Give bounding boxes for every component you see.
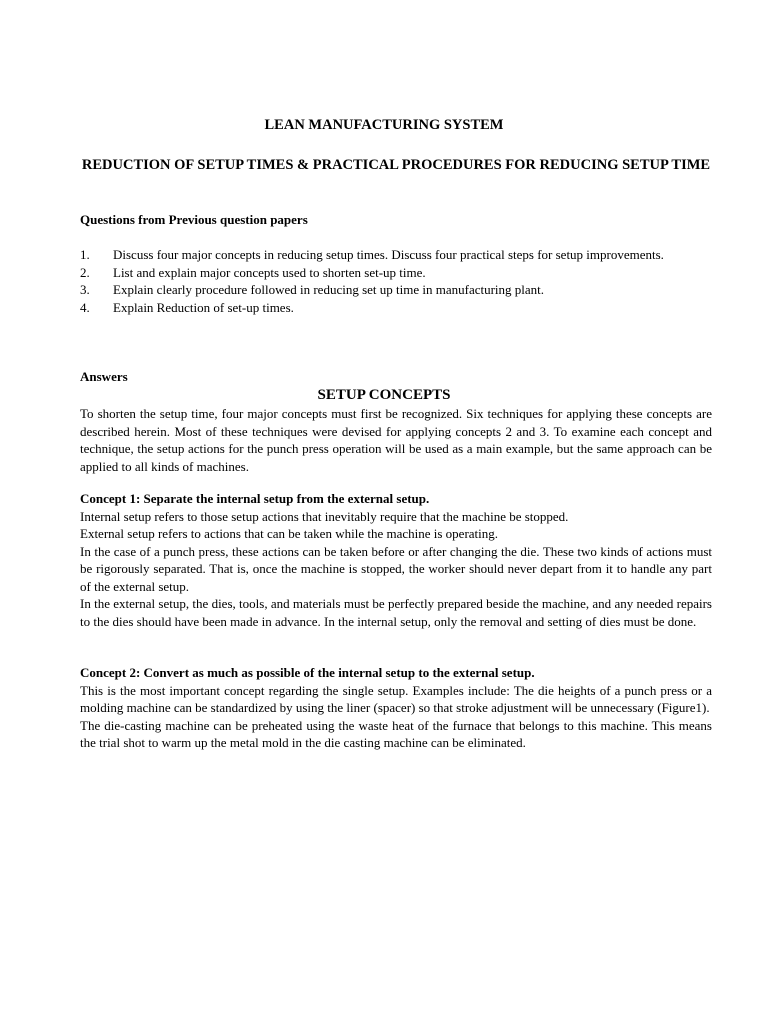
question-text: Explain Reduction of set-up times. [113,299,294,315]
question-text: Explain clearly procedure followed in reducing set up time in manufacturing plant. [113,282,545,297]
section-heading: SETUP CONCEPTS [317,387,451,403]
concept1-block [80,490,712,630]
concept2-block [80,664,712,752]
document-subtitle: REDUCTION OF SETUP TIMES & PRACTICAL PROCEDURES FOR REDUCING SETUP TIME [81,157,711,173]
question-number: 3. [80,282,90,297]
answers-heading: Answers [80,369,128,384]
intro-block [80,405,712,475]
question-item [80,246,712,264]
question-item [80,264,712,282]
question-number: 2. [80,264,90,280]
question-text: Discuss four major concepts in reducing setup times. Discuss four practical steps for setup improvements. [113,247,664,262]
concept1-paragraph: Internal setup refers to those setup actions that inevitably require that the machine be stopped. [80,508,569,524]
concept2-paragraph: The die-casting machine can be preheated using the waste heat of the furnace that belongs to this machine. This means the trial shot to warm up the metal mold in the die casting machine can be eliminated. [80,717,712,750]
concept1-paragraph: In the external setup, the dies, tools, and materials must be perfectly prepared beside the machine, and any needed repairs to the dies should have been made in advance. In the internal setup, only the removal and setting of dies must be done. [80,596,712,629]
questions-heading: Questions from Previous question papers [80,212,308,227]
concept1-paragraph: External setup refers to actions that can be taken while the machine is operating. [80,526,499,541]
question-item [80,281,712,299]
question-number: 1. [80,247,90,262]
concept2-heading: Concept 2: Convert as much as possible of the internal setup to the external setup. [80,665,535,680]
question-list [80,246,712,316]
question-number: 4. [80,299,90,315]
intro-paragraph: To shorten the setup time, four major concepts must first be recognized. Six techniques for applying these concepts are described herein. Most of these techniques were devised for applying concepts 2 and 3. To examine each concept and technique, the setup actions for the punch press operation will be used as a main example, but the same approach can be applied to all kinds of machines. [80,406,712,474]
concept1-paragraph: In the case of a punch press, these actions can be taken before or after changing the die. These two kinds of actions must be rigorously separated. That is, once the machine is stopped, the worker should never depart from it to handle any part of the external setup. [80,543,712,594]
question-item [80,299,712,317]
concept2-paragraph: This is the most important concept regarding the single setup. Examples include: The die heights of a punch press or a molding machine can be standardized by using the liner (spacer) so that stroke adjustment will be unnecessary (Figure1). [80,682,712,715]
question-text: List and explain major concepts used to shorten set-up time. [113,264,426,280]
document-title: LEAN MANUFACTURING SYSTEM [264,117,504,133]
concept1-heading: Concept 1: Separate the internal setup from the external setup. [80,491,430,506]
